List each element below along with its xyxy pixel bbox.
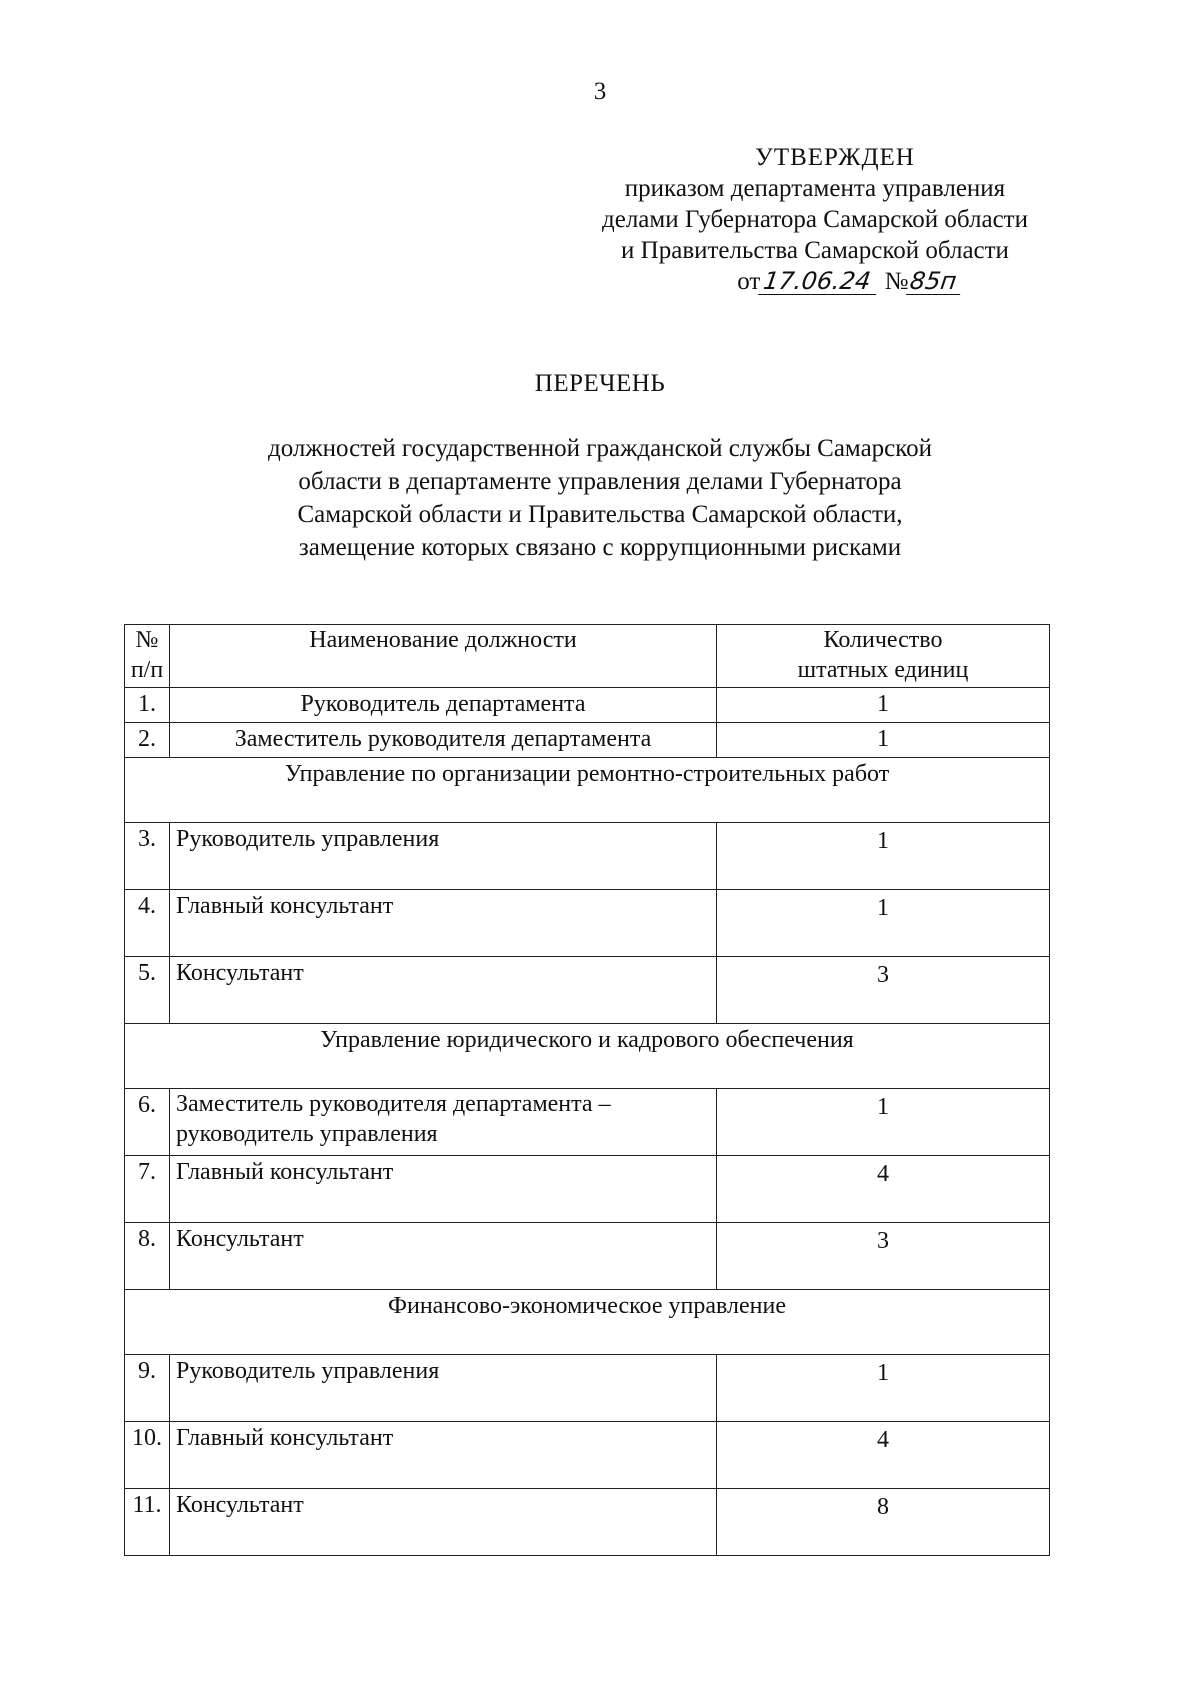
row-num: 1.	[125, 688, 170, 723]
row-name-line-2: руководитель управления	[176, 1121, 438, 1147]
table-row	[125, 890, 1050, 957]
row-name: Руководитель департамента	[170, 688, 717, 723]
row-name: Руководитель управления	[170, 1355, 717, 1422]
header-count	[717, 625, 1050, 688]
subtitle-line-2: области в департаменте управления делами Губернатора	[298, 468, 902, 495]
positions-table	[124, 624, 1050, 1556]
header-count-line-2: штатных единиц	[797, 657, 969, 683]
row-num: 5.	[125, 957, 170, 1024]
section-row	[125, 1024, 1050, 1089]
approval-line-2: делами Губернатора Самарской области	[602, 206, 1028, 233]
header-num-line-2: п/п	[130, 657, 164, 683]
table-row	[125, 723, 1050, 758]
row-num: 7.	[125, 1156, 170, 1223]
table-row	[125, 1156, 1050, 1223]
row-count: 3	[717, 1223, 1050, 1290]
section-title: Управление по организации ремонтно-строительных работ	[125, 758, 1050, 823]
row-name: Заместитель руководителя департамента	[170, 723, 717, 758]
row-count: 4	[717, 1422, 1050, 1489]
row-name: Консультант	[170, 957, 717, 1024]
table-row	[125, 823, 1050, 890]
table-row	[125, 688, 1050, 723]
row-count: 1	[717, 688, 1050, 723]
row-count: 1	[717, 890, 1050, 957]
row-count: 8	[717, 1489, 1050, 1556]
document-subtitle	[150, 432, 1050, 564]
row-name: Руководитель управления	[170, 823, 717, 890]
row-num: 10.	[125, 1422, 170, 1489]
table-row	[125, 1223, 1050, 1290]
header-num	[125, 625, 170, 688]
table-row	[125, 957, 1050, 1024]
row-name	[170, 1089, 717, 1156]
handwritten-number: 85п	[907, 268, 965, 295]
number-prefix: №	[884, 268, 909, 295]
date-prefix: от	[737, 268, 761, 295]
approval-line-1: приказом департамента управления	[624, 175, 1006, 202]
row-name: Консультант	[170, 1489, 717, 1556]
header-count-line-1: Количество	[823, 627, 943, 653]
handwritten-date: 17.06.24	[758, 268, 880, 295]
row-count: 1	[717, 1089, 1050, 1156]
table-row	[125, 1489, 1050, 1556]
row-num: 6.	[125, 1089, 170, 1156]
row-name: Главный консультант	[170, 1422, 717, 1489]
row-num: 3.	[125, 823, 170, 890]
header-num-line-1: №	[135, 627, 159, 653]
subtitle-line-3: Самарской области и Правительства Самарской области,	[297, 501, 903, 528]
section-row	[125, 1290, 1050, 1355]
row-name: Консультант	[170, 1223, 717, 1290]
row-num: 4.	[125, 890, 170, 957]
subtitle-line-4: замещение которых связано с коррупционными рисками	[298, 534, 902, 561]
table-header-row	[125, 625, 1050, 688]
table-row	[125, 1355, 1050, 1422]
order-date-number	[560, 266, 1070, 297]
row-name-line-1: Заместитель руководителя департамента –	[176, 1091, 611, 1117]
section-title: Финансово-экономическое управление	[125, 1290, 1050, 1355]
approval-line-3: и Правительства Самарской области	[621, 237, 1009, 264]
row-count: 3	[717, 957, 1050, 1024]
row-num: 8.	[125, 1223, 170, 1290]
table-row	[125, 1422, 1050, 1489]
approval-heading: УТВЕРЖДЕН	[755, 144, 915, 171]
document-title: ПЕРЕЧЕНЬ	[534, 370, 666, 397]
row-name: Главный консультант	[170, 1156, 717, 1223]
approval-stamp	[560, 142, 1070, 297]
row-name: Главный консультант	[170, 890, 717, 957]
table-row	[125, 1089, 1050, 1156]
section-row	[125, 758, 1050, 823]
header-name: Наименование должности	[170, 625, 717, 688]
row-num: 11.	[125, 1489, 170, 1556]
row-count: 1	[717, 723, 1050, 758]
page-number: 3	[593, 78, 607, 105]
row-count: 4	[717, 1156, 1050, 1223]
subtitle-line-1: должностей государственной гражданской службы Самарской	[267, 435, 933, 462]
row-count: 1	[717, 823, 1050, 890]
section-title: Управление юридического и кадрового обеспечения	[125, 1024, 1050, 1089]
row-count: 1	[717, 1355, 1050, 1422]
row-num: 9.	[125, 1355, 170, 1422]
row-num: 2.	[125, 723, 170, 758]
